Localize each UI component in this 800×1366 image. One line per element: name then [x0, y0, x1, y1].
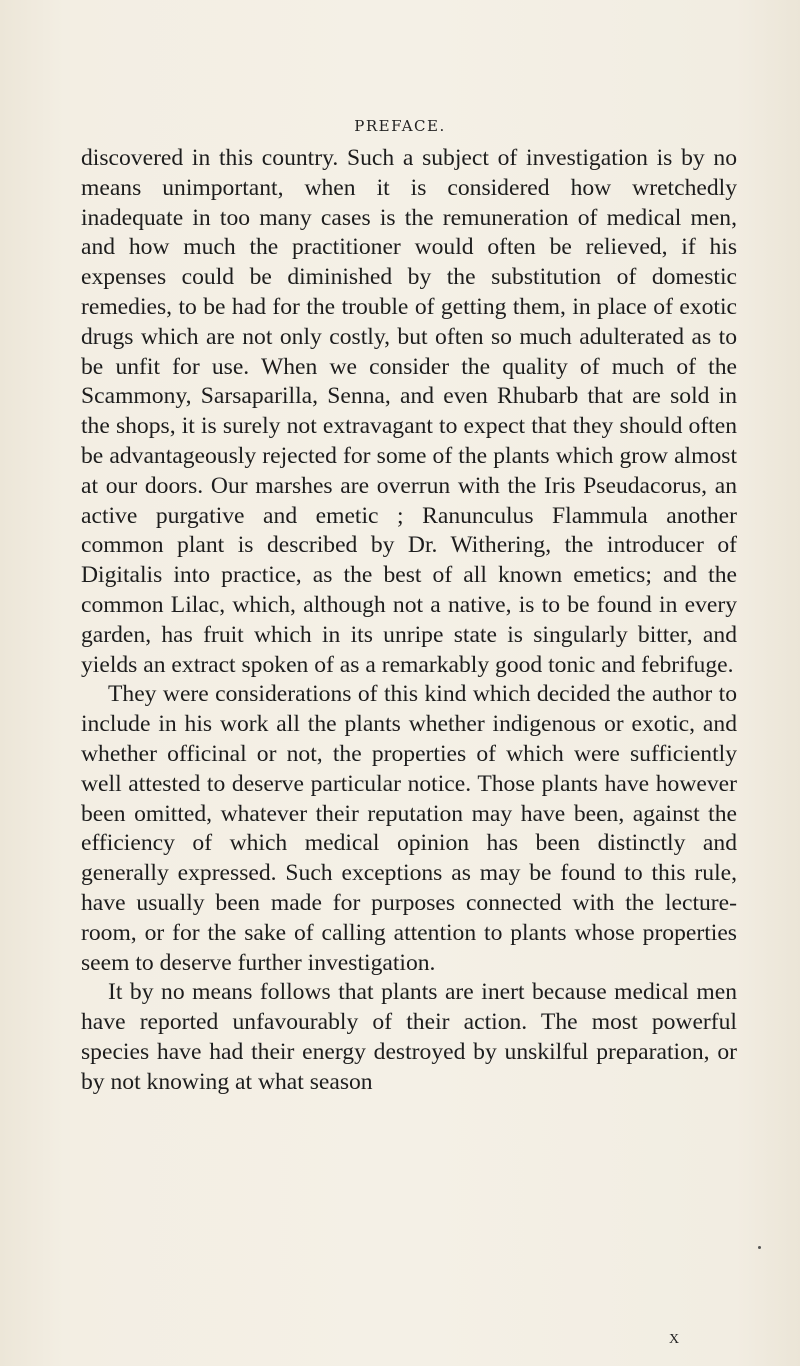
paragraph-considerations: They were considerations of this kind which decided the author to include in his work all the plants whether indigenous or exotic, and whether officinal or not, the properties of which were sufficiently well attested to deserve particular notice. Those plants have however been omitted, whatever their reputation may have been, against the efficiency of which medical opinion has been distinctly and generally expressed. Such exceptions as may be found to this rule, have usually been made for purposes connected with the lecture-room, or for the sake of calling attention to plants whose properties seem to deserve further investigation. [81, 681, 737, 976]
paper-speck [758, 1246, 761, 1249]
body-text [81, 144, 737, 1098]
running-header: PREFACE. [354, 117, 446, 135]
paragraph-continued: discovered in this country. Such a subject of investigation is by no means unimportant, when it is considered how wretchedly inadequate in too many cases is the remuneration of medical men, and how much the practitioner would often be relieved, if his expenses could be diminished by the substitution of domestic remedies, to be had for the trouble of getting them, in place of exotic drugs which are not only costly, but often so much adulterated as to be unfit for use. When we consider the quality of much of the Scammony, Sarsaparilla, Senna, and even Rhubarb that are sold in the shops, it is surely not extravagant to expect that they should often be advantageously rejected for some of the plants which grow almost at our doors. Our marshes are overrun with the Iris Pseudacorus, an active purgative and emetic ; Ranunculus Flammula another common plant is described by Dr. Withering, the introducer of Digitalis into practice, as the best of all known emetics; and the common Lilac, which, although not a native, is to be found in every garden, has fruit which in its unripe state is singularly bitter, and yields an extract spoken of as a remarkably good tonic and febrifuge. [81, 145, 737, 678]
paragraph-inert-plants: It by no means follows that plants are inert because medical men have reported unfavourably of their action. The most powerful species have had their energy destroyed by unskilful preparation, or by not knowing at what season [81, 979, 737, 1095]
signature-mark: X [669, 1332, 681, 1347]
